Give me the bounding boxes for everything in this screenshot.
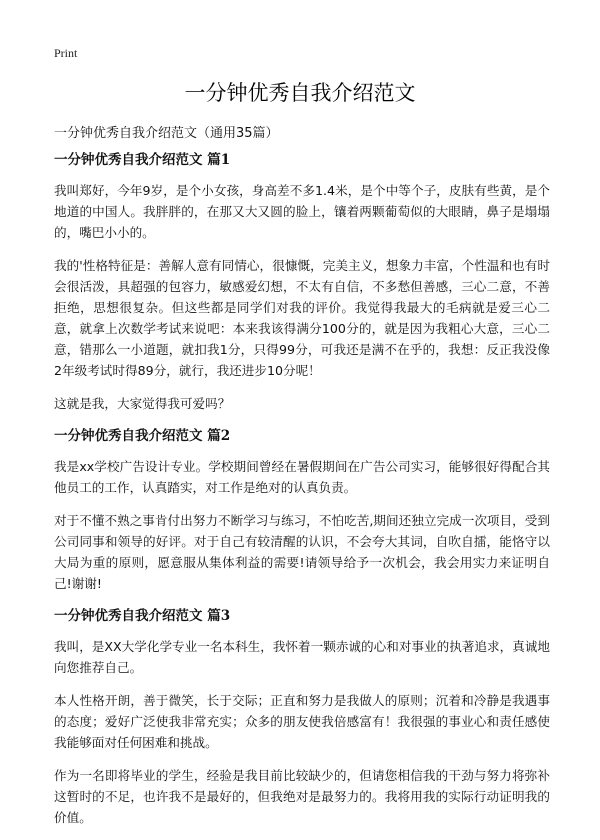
section-heading: 一分钟优秀自我介绍范文 篇1 [54, 152, 231, 168]
document-subtitle: 一分钟优秀自我介绍范文（通用35篇） [54, 126, 279, 141]
paragraph: 我是xx学校广告设计专业。学校期间曾经在暑假期间在广告公司实习，能够很好得配合其他员工的工作，认真踏实，对工作是绝对的认真负责。 [54, 459, 550, 495]
document-body [54, 150, 550, 840]
paragraph: 对于不懂不熟之事肯付出努力不断学习与练习，不怕吃苦,期间还独立完成一次项目，受到公司同事和领导的好评。对于自己有较清醒的认识，不会夸大其词，自吹自擂，能恪守以大局为重的原则，愿意服从集体利益的需要!请领导给予一次机会，我会用实力来证明自己!谢谢! [54, 513, 550, 591]
print-label[interactable]: Print [54, 46, 78, 60]
page-title: 一分钟优秀自我介绍范文 [184, 81, 416, 105]
section-1 [54, 150, 550, 414]
section-3 [54, 606, 550, 828]
section-heading: 一分钟优秀自我介绍范文 篇2 [54, 428, 231, 444]
paragraph: 本人性格开朗，善于微笑，长于交际；正直和努力是我做人的原则；沉着和冷静是我遇事的态度；爱好广泛使我非常充实；众多的朋友使我倍感富有！我很强的事业心和责任感使我能够面对任何困难和挑战。 [54, 693, 550, 750]
section-heading: 一分钟优秀自我介绍范文 篇3 [54, 608, 231, 624]
paragraph: 我叫，是XX大学化学专业一名本科生，我怀着一颗赤诚的心和对事业的执著追求，真诚地向您推荐自己。 [54, 639, 550, 675]
paragraph: 我叫郑好，今年9岁，是个小女孩，身高差不多1.4米，是个中等个子，皮肤有些黄，是个地道的中国人。我胖胖的，在那又大又圆的脸上，镶着两颗葡萄似的大眼睛，鼻子是塌塌的，嘴巴小小的。 [54, 183, 550, 240]
paragraph: 我的'性格特征是：善解人意有同情心，很慷慨，完美主义，想象力丰富，个性温和也有时会很活泼，具超强的包容力，敏感爱幻想，不太有自信，不多愁但善感，三心二意，不善拒绝，思想很复杂。但这些都是同学们对我的评价。我觉得我最大的毛病就是爱三心二意，就拿上次数学考试来说吧：本来我该得满分100分的，就是因为我粗心大意，三心二意，错那么一小道题，就扣我1分，只得99分，可我还是满不在乎的，我想：反正我没像2年级考试时得89分，就行，我还进步10分呢！ [54, 258, 550, 378]
paragraph: 这就是我，大家觉得我可爱吗？ [54, 396, 231, 411]
section-2 [54, 426, 550, 594]
paragraph: 作为一名即将毕业的学生，经验是我目前比较缺少的，但请您相信我的干劲与努力将弥补这暂时的不足，也许我不是最好的，但我绝对是最努力的。我将用我的实际行动证明我的价值。 [54, 768, 550, 825]
